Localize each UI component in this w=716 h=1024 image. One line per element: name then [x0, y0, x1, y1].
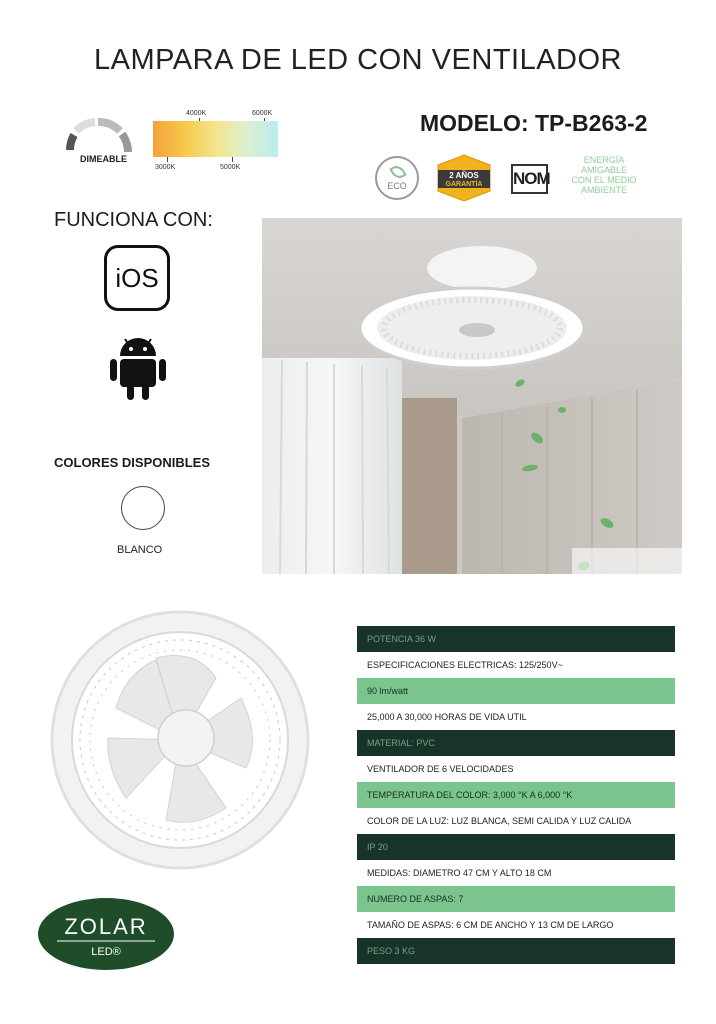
temp-tick-3000: 3000K: [155, 164, 176, 171]
temp-tick-mark: [167, 157, 168, 162]
energy-line: CON EL MEDIO: [571, 175, 637, 185]
spec-row: PESO 3 KG: [357, 938, 675, 964]
color-swatch-label: BLANCO: [117, 544, 163, 556]
eco-badge: [375, 156, 419, 200]
spec-row: IP 20: [357, 834, 675, 860]
energy-line: ENERGÍA: [583, 155, 625, 165]
spec-table: [357, 626, 675, 964]
model-number: MODELO: TP-B263-2: [420, 110, 648, 136]
leaf-icon: [389, 163, 406, 181]
spec-row: COLOR DE LA LUZ: LUZ BLANCA, SEMI CALIDA Y LUZ CALIDA: [357, 808, 675, 834]
warranty-label: GARANTÍA: [445, 181, 483, 188]
spec-row: ESPECIFICACIONES ELECTRICAS: 125/250V~: [357, 652, 675, 678]
energy-friendly-text: [563, 155, 645, 195]
room-product-photo: [262, 218, 682, 574]
temp-tick-mark: [232, 157, 233, 162]
temp-tick-4000: 4000K: [186, 110, 207, 117]
brand-logo: [37, 897, 175, 971]
temp-tick-6000: 6000K: [252, 110, 273, 117]
product-photo: [46, 608, 314, 872]
spec-row: 25,000 A 30,000 HORAS DE VIDA UTIL: [357, 704, 675, 730]
energy-line: AMIGABLE: [580, 165, 627, 175]
temp-tick-5000: 5000K: [220, 164, 241, 171]
spec-row: TAMAÑO DE ASPAS: 6 CM DE ANCHO Y 13 CM DE LARGO: [357, 912, 675, 938]
spec-row: VENTILADOR DE 6 VELOCIDADES: [357, 756, 675, 782]
eco-label: ECO: [387, 181, 407, 191]
page-title: LAMPARA DE LED CON VENTILADOR: [93, 44, 623, 76]
spec-row: POTENCIA 36 W: [357, 626, 675, 652]
dimmer-label: DIMEABLE: [80, 154, 127, 164]
color-temperature-gradient: [153, 121, 278, 157]
spec-row: 90 lm/watt: [357, 678, 675, 704]
logo-brand: ZOLAR: [64, 914, 148, 939]
ios-icon: iOS: [104, 245, 170, 311]
spec-row: MEDIDAS: DIAMETRO 47 CM Y ALTO 18 CM: [357, 860, 675, 886]
dimmer-icon: [58, 112, 138, 192]
available-colors-heading: COLORES DISPONIBLES: [54, 455, 211, 470]
warranty-years: 2 AÑOS: [449, 171, 479, 180]
works-with-heading: FUNCIONA CON:: [54, 209, 213, 231]
energy-line: AMBIENTE: [580, 185, 627, 195]
logo-sub: LED®: [91, 946, 121, 958]
spec-row: NUMERO DE ASPAS: 7: [357, 886, 675, 912]
spec-row: MATERIAL: PVC: [357, 730, 675, 756]
color-swatch-white: [121, 486, 165, 530]
android-icon: [108, 332, 168, 402]
nom-badge: NOM: [511, 164, 548, 194]
spec-row: TEMPERATURA DEL COLOR: 3,000 °K A 6,000 °K: [357, 782, 675, 808]
warranty-badge: [434, 153, 494, 203]
